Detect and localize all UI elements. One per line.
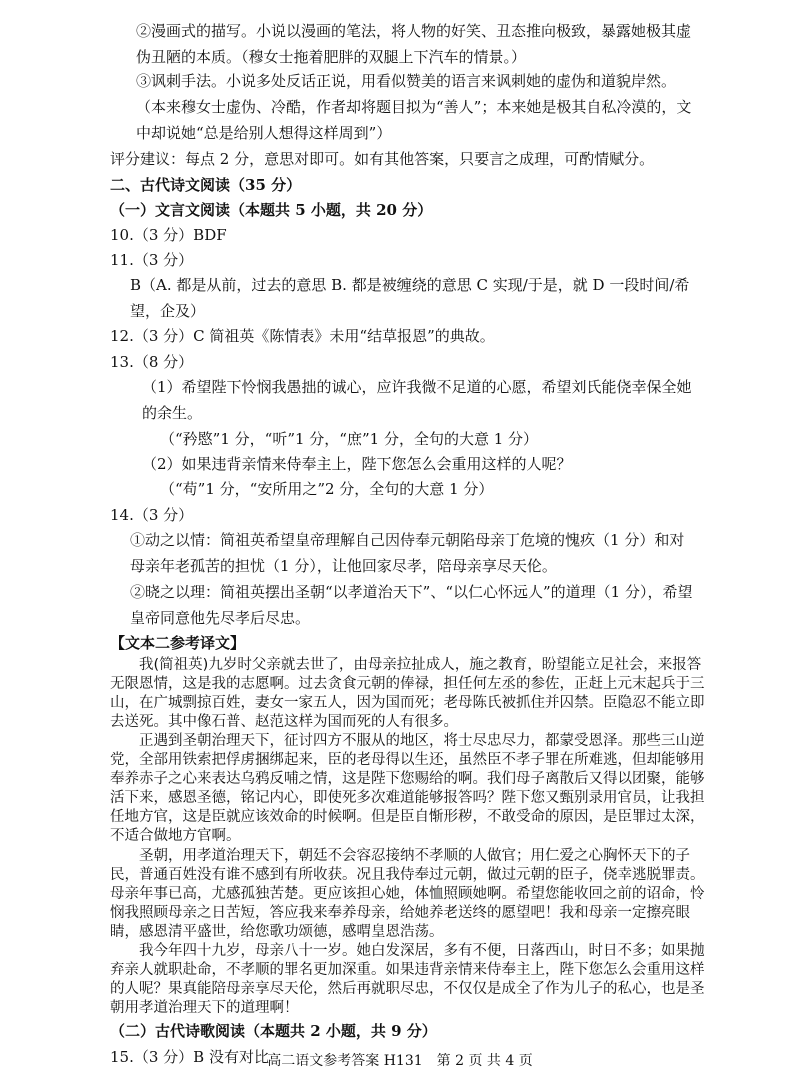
translation-paragraph: 我(简祖英)九岁时父亲就去世了，由母亲拉扯成人，施之教育，盼望能立足社会，来报答无限恩情，这是我的志愿啊。过去贪食元朝的俸禄，担任何左丞的参佐，正赶上元末起兵于三山，在广城剽掠百姓，妻女一家五人，因为国而死；老母陈氏被抓住并囚禁。臣隐忍不能立即去送死。其中像石普、赵范这样为国而死的人有很多。 <box>110 657 705 731</box>
answer-q13-1-points: （“矜愍”1 分，“听”1 分，“庶”1 分，全句的大意 1 分） <box>160 430 539 448</box>
page-footer: 高二语文参考答案 H131 第 2 页 共 4 页 <box>267 1053 533 1069</box>
answer-point-2: ②漫画式的描写。小说以漫画的笔法，将人物的好笑、丑态推向极致，暴露她极其虚伪丑陋的本质。（穆女士拖着肥胖的双腿上下汽车的情景。） <box>136 22 692 66</box>
section-heading: 二、古代诗文阅读（35 分） <box>110 176 302 194</box>
translation-paragraph: 圣朝，用孝道治理天下，朝廷不会容忍接纳不孝顺的人做官；用仁爱之心胸怀天下的子民，普通百姓没有谁不感到有所收获。况且我侍奉过元朝，做过元朝的臣子，侥幸逃脱罪责。母亲年事已高，尤感孤独苦楚。更应该担心她，体恤照顾她啊。希望您能收回之前的诏命，怜悯我照顾母亲之日苦短，答应我来奉养母亲，给她养老送终的愿望吧！我和母亲一定擦亮眼睛，感恩清平盛世，给您歌功颂德，感喟皇恩浩荡。 <box>110 848 705 941</box>
answer-q14: 14.（3 分） <box>110 506 194 524</box>
answer-q11-detail: B（A. 都是从前，过去的意思 B. 都是被缠绕的意思 C 实现/于是，就 D 一段时间/希望，企及） <box>130 276 690 320</box>
answer-q12: 12.（3 分）C 简祖英《陈情表》未用“结草报恩”的典故。 <box>110 327 495 345</box>
answer-q11: 11.（3 分） <box>110 251 194 269</box>
answer-q14-1: ①动之以情：简祖英希望皇帝理解自己因侍奉元朝陷母亲丁危境的愧疚（1 分）和对母亲年老孤苦的担忧（1 分），让他回家尽孝，陪母亲享尽天伦。 <box>130 531 685 575</box>
subsection-heading: （二）古代诗歌阅读（本题共 2 小题，共 9 分） <box>110 1022 437 1040</box>
answer-q13-2-points: （“苟”1 分，“安所用之”2 分，全句的大意 1 分） <box>160 480 494 498</box>
answer-q15: 15.（3 分）B 没有对比 <box>110 1048 269 1066</box>
answer-point-3: ③讽刺手法。小说多处反话正说，用看似赞美的语言来讽刺她的虚伪和道貌岸然。（本来穆女士虚伪、冷酷，作者却将题目拟为“善人”；本来她是极其自私冷漠的，文中却说她“总是给别人想得这样周到”） <box>136 72 692 142</box>
translation-paragraph: 我今年四十九岁，母亲八十一岁。她白发深居，多有不便，日落西山，时日不多；如果抛弃亲人就职赴命，不孝顺的罪名更加深重。如果违背亲情来侍奉主上，陛下您怎么会重用这样的人呢？果真能陪母亲享尽天伦，然后再就职尽忠，不仅仅是成全了作为儿子的私心，也是圣朝用孝道治理天下的道理啊！ <box>110 943 705 1017</box>
answer-q10: 10.（3 分）BDF <box>110 226 227 244</box>
subsection-heading: （一）文言文阅读（本题共 5 小题，共 20 分） <box>110 201 433 219</box>
translation-paragraph: 正遇到圣朝治理天下，征讨四方不服从的地区，将士尽忠尽力，都蒙受恩泽。那些三山逆党，全部用铁索把俘虏捆绑起来，臣的老母得以生还，虽然臣不孝子罪在所难逃，但却能够用奉养赤子之心来表达乌鸦反哺之情，这是陛下您赐给的啊。我们母子离散后又得以团聚，能够活下来，感恩圣德，铭记内心，即使死多次难道能够报答吗？陛下您又甄别录用官员，让我担任地方官，这是臣就应该效命的时候啊。但是臣自惭形秽，不敢受命的原因，是臣罪过太深，不适合做地方官啊。 <box>110 733 705 845</box>
answer-q13-1: （1）希望陛下怜悯我愚拙的诚心，应许我微不足道的心愿，希望刘氏能侥幸保全她的余生。 <box>142 378 692 422</box>
answer-q13: 13.（8 分） <box>110 353 194 371</box>
scoring-note: 评分建议：每点 2 分，意思对即可。如有其他答案，只要言之成理，可酌情赋分。 <box>110 150 655 168</box>
answer-q13-2: （2）如果违背亲情来侍奉主上，陛下您怎么会重用这样的人呢？ <box>142 455 572 473</box>
translation-title: 【文本二参考译文】 <box>110 634 246 652</box>
answer-q14-2: ②晓之以理：简祖英摆出圣朝“以孝道治天下”、“以仁心怀远人”的道理（1 分），希望皇帝同意他先尽孝后尽忠。 <box>130 583 693 627</box>
